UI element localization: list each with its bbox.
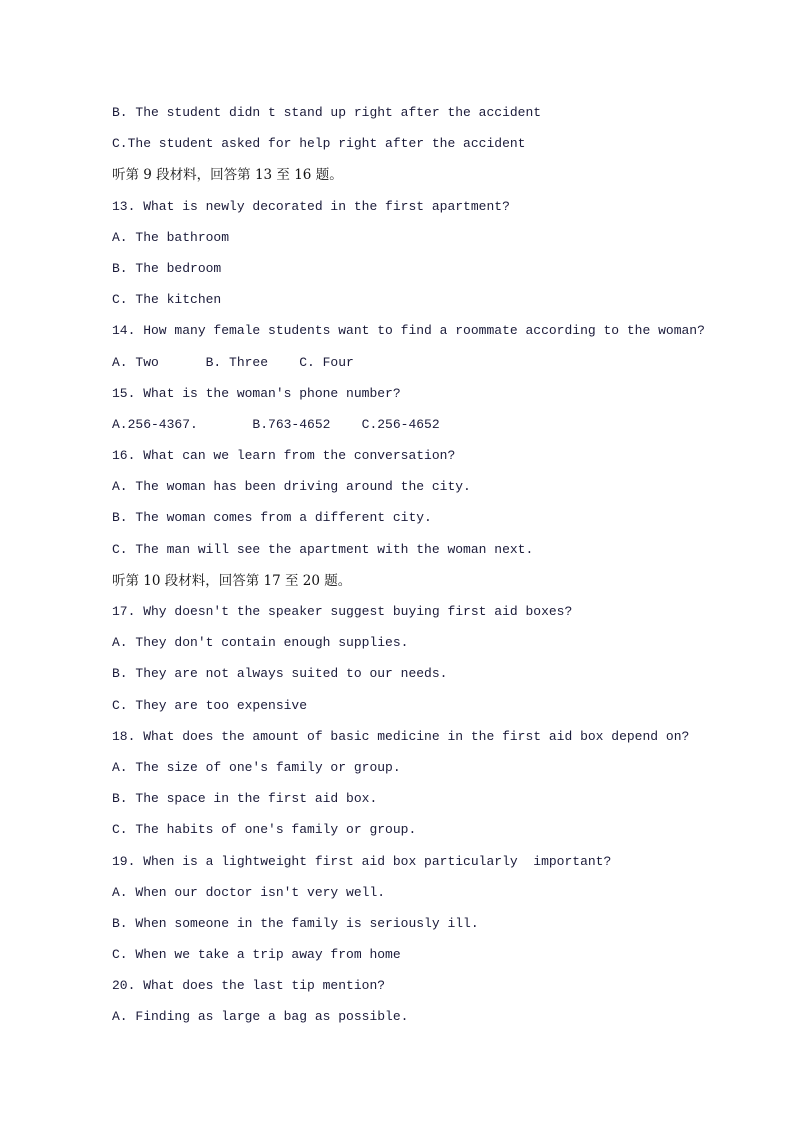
text-line: C. The habits of one's family or group.	[112, 822, 417, 838]
text-line: 20. What does the last tip mention?	[112, 978, 386, 994]
text-line: 19. When is a lightweight first aid box particularly important?	[112, 853, 612, 869]
text-line: 18. What does the amount of basic medicine in the first aid box depend on?	[112, 728, 690, 744]
text-line: 16. What can we learn from the conversation?	[112, 448, 456, 464]
text-line: B. The space in the first aid box.	[112, 791, 378, 807]
text-line: C. When we take a trip away from home	[112, 947, 401, 963]
text-line: C. The kitchen	[112, 292, 222, 308]
text-line: B. The woman comes from a different city.	[112, 510, 432, 526]
text-line: 13. What is newly decorated in the first apartment?	[112, 198, 510, 214]
text-line: 14. How many female students want to find a roommate according to the woman?	[112, 323, 705, 339]
section-heading: 听第 9 段材料，回答第 13 至 16 题。	[112, 167, 343, 184]
text-line: C.The student asked for help right after the accident	[112, 136, 526, 152]
text-line: 17. Why doesn't the speaker suggest buying first aid boxes?	[112, 604, 573, 619]
text-line: C. The man will see the apartment with the woman next.	[112, 541, 534, 557]
exam-text-body	[112, 104, 732, 1040]
text-line: A. They don't contain enough supplies.	[112, 635, 409, 651]
text-line: A. Two B. Three C. Four	[112, 354, 354, 370]
text-line: A. The woman has been driving around the city.	[112, 479, 471, 495]
text-line: B. The student didn t stand up right after the accident	[112, 105, 542, 120]
text-line: C. They are too expensive	[112, 697, 308, 713]
text-line: A. The size of one's family or group.	[112, 759, 401, 775]
text-line: A. Finding as large a bag as possible.	[112, 1009, 409, 1025]
text-line: B. When someone in the family is seriously ill.	[112, 915, 479, 931]
text-line: A.256-4367. B.763-4652 C.256-4652	[112, 416, 440, 432]
text-line: A. The bathroom	[112, 229, 230, 245]
section-heading: 听第 10 段材料，回答第 17 至 20 题。	[112, 572, 352, 589]
text-line: B. They are not always suited to our needs.	[112, 666, 448, 682]
text-line: B. The bedroom	[112, 260, 222, 276]
text-line: 15. What is the woman's phone number?	[112, 385, 401, 401]
text-line: A. When our doctor isn't very well.	[112, 884, 386, 900]
